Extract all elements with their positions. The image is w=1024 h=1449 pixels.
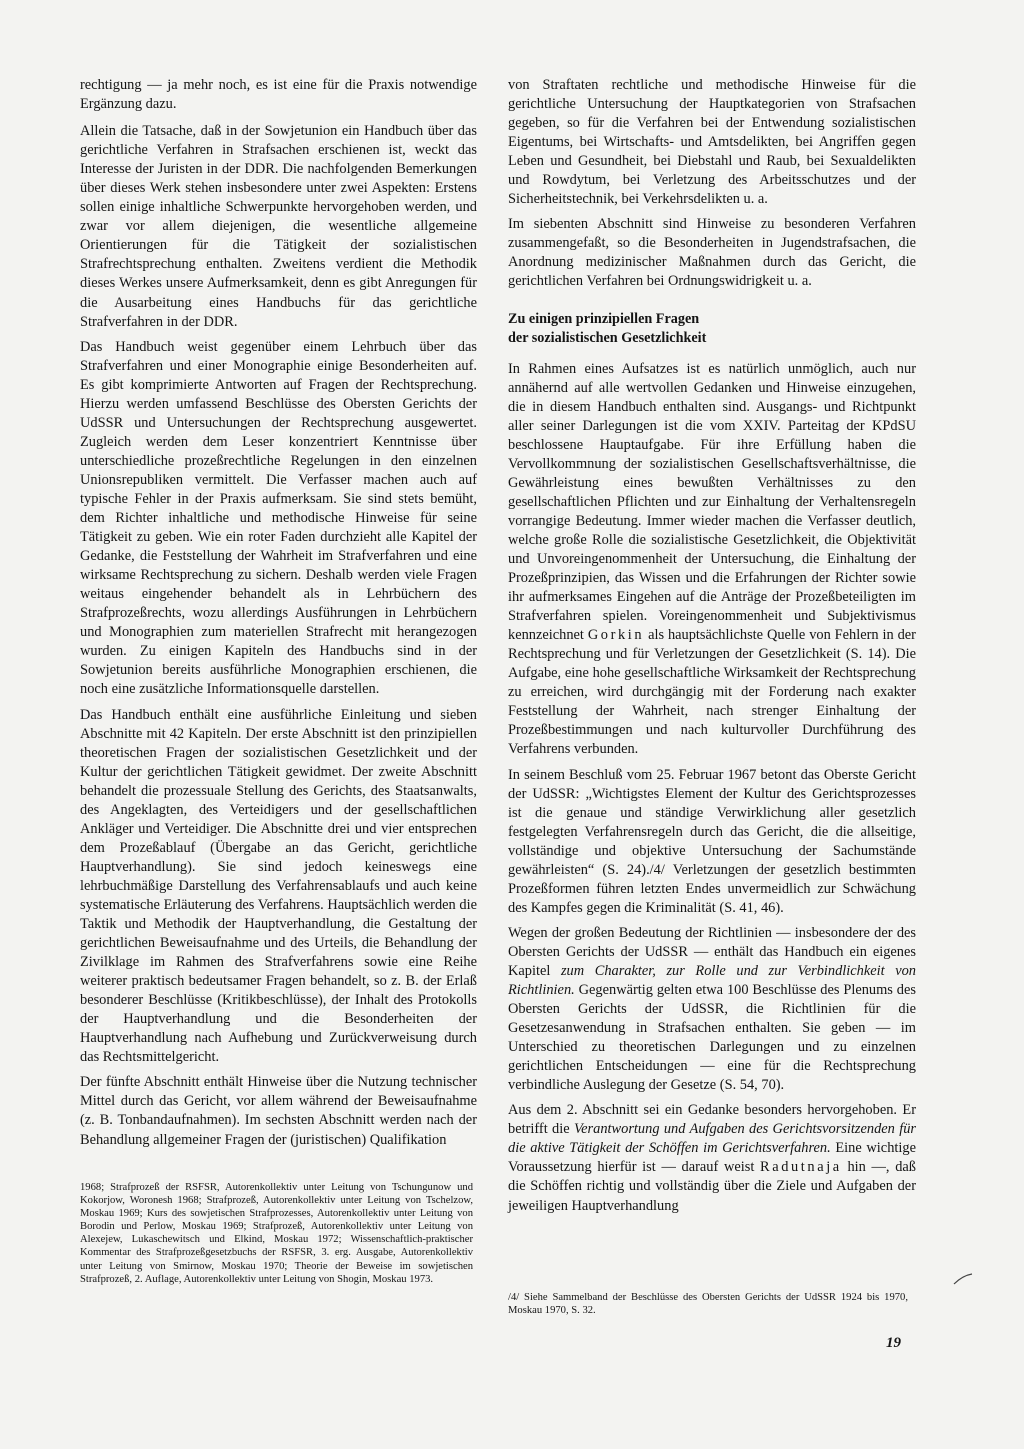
pencil-mark	[952, 1272, 974, 1286]
paragraph	[508, 360, 916, 760]
paragraph: rechtigung — ja mehr noch, es ist eine für die Praxis notwendige Ergänzung dazu.	[80, 77, 477, 113]
left-column	[80, 76, 477, 1156]
paragraph: Das Handbuch enthält eine ausführliche Einleitung und sieben Abschnitte mit 42 Kapiteln. Der erste Abschnitt ist den prinzipiellen theoretischen Fragen der sozialistischen Gesetzlichkeit und der Kultur der gerichtlichen Tätigkeit gewidmet. Der zweite Abschnitt behandelt die prozessuale Stellung des Gerichts, des Staatsanwalts, des Angeklagten, des Verteidigers und der gesellschaftlichen Ankläger und Verteidiger. Die Abschnitte drei und vier entsprechen dem Prozeßablauf (Übergabe an das Gericht, gerichtliche Hauptverhandlung). Sie sind jedoch keineswegs eine lehrbuchmäßige Darstellung des Verfahrensablaufs und auch keine systematische Erläuterung des Verfahrens. Hauptsächlich werden die Taktik und Methodik der Hauptverhandlung, die Gestaltung der gerichtlichen Beweisaufnahme und des Urteils, die Behandlung der Zivilklage im Rahmen des Strafverfahrens sowie eine Reihe weiterer praktisch bedeutsamer Fragen behandelt, so z. B. der Erlaß besonderer Beschlüsse (Kritikbeschlüsse), der Inhalt des Protokolls der Hauptverhandlung und die Besonderheiten der Hauptverhandlung nach Aufhebung und Zurückverweisung durch das Rechtsmittelgericht.	[80, 706, 477, 1066]
text-run: Gegenwärtig gelten etwa 100 Beschlüsse des Plenums des Obersten Gerichts der UdSSR, die Richtlinien für die Gesetzesanwendung in Strafsachen enthalten. Sie geben — im Unterschied zu theoretischen Darlegungen und zu einzelnen gerichtlichen Entscheidungen — eine für die Rechtsprechung verbindliche Auslegung der Gesetze (S. 54, 70).	[508, 982, 916, 1094]
footnote-continuation: 1968; Strafprozeß der RSFSR, Autorenkollektiv unter Leitung von Tschungunow und Kokorjow, Woronesh 1968; Strafprozeß, Autorenkollektiv unter Leitung von Tschelzow, Moskau 1969; Kurs des sowjetischen Strafprozesses, Autorenkollektiv unter Leitung von Borodin und Perlow, Moskau 1969; Strafprozeß, Autorenkollektiv unter Leitung von Alexejew, Lukaschewitsch und Elkind, Moskau 1972; Wissenschaftlich-praktischer Kommentar des Strafprozeßgesetzbuchs der RSFSR, 3. erg. Ausgabe, Autorenkollektiv unter Leitung von Smirnow, Moskau 1970; Theorie der Beweise im sowjetischen Strafprozeß, 2. Auflage, Autorenkollektiv unter Leitung von Shogin, Moskau 1973.	[80, 1182, 473, 1285]
text-run: Wegen der großen Bedeutung der Richtlinien — insbesondere der des Obersten Gerichts der UdSSR — enthält das Handbuch ein eigenes Kapitel	[508, 924, 916, 979]
footnote: /4/ Siehe Sammelband der Beschlüsse des Obersten Gerichts der UdSSR 1924 bis 1970, Moskau 1970, S. 32.	[508, 1292, 908, 1317]
paragraph: Im siebenten Abschnitt sind Hinweise zu besonderen Verfahren zusammengefaßt, so die Besonderheiten in Jugendstrafsachen, die Anordnung medizinischer Maßnahmen durch das Gericht, die gerichtlichen Verfahren bei Ordnungswidrigkeit u. a.	[508, 216, 916, 290]
text-run: Aus dem 2. Abschnitt sei ein Gedanke besonders hervorgehoben. Er betrifft die	[508, 1102, 916, 1138]
paragraph	[508, 924, 916, 1095]
author-name: Gorkin	[587, 627, 645, 644]
text-run: hin —, daß die Schöffen richtig und vollständig über die Ziele und Aufgaben der jeweiligen Hauptverhandlung	[508, 1159, 916, 1214]
paragraph: Das Handbuch weist gegenüber einem Lehrbuch über das Strafverfahren und einer Monographie einige Besonderheiten auf. Es gibt komprimierte Antworten auf Fragen der Rechtsprechung. Hierzu werden umfassend Beschlüsse des Obersten Gerichts der UdSSR und Untersuchungen der Rechtsprechung ausgewertet. Zugleich werden dem Leser konzentriert Kenntnisse über unterschiedliche prozeßrechtliche Regelungen in den einzelnen Unionsrepubliken vermittelt. Die Verfasser machen auch auf typische Fehler in der Praxis aufmerksam. Sie sind stets bemüht, dem Richter inhaltliche und methodische Hinweise für seine Tätigkeit zu geben. Wie ein roter Faden durchzieht alle Kapitel der Gedanke, die Feststellung der Wahrheit im Strafverfahren und eine wirksame Rechtsprechung zu sichern. Deshalb werden viele Fragen weitaus eingehender behandelt als in Lehrbüchern des Strafprozeßrechts, wozu allerdings Ausführungen in Lehrbüchern und Monographien zum materiellen Strafrecht mit herangezogen wurden. Zu einigen Kapiteln des Handbuchs sind in der Sowjetunion bereits ausführliche Monographien erschienen, die noch eine zusätzliche Informationsquelle darstellen.	[80, 338, 477, 698]
text-run: Eine wichtige Voraussetzung hierfür ist — darauf weist	[508, 1140, 916, 1176]
paragraph: Der fünfte Abschnitt enthält Hinweise über die Nutzung technischer Mittel durch das Gericht, vor allem während der Beweisaufnahme (z. B. Tonbandaufnahmen). Im sechsten Abschnitt werden nach der Behandlung allgemeiner Fragen der (juristischen) Qualifikation	[80, 1074, 477, 1148]
paragraph	[508, 1101, 916, 1215]
text-run: In Rahmen eines Aufsatzes ist es natürlich unmöglich, auch nur annähernd auf alle wertvollen Gedanken und Hinweise einzugehen, die in diesem Handbuch enthalten sind. Ausgangs- und Richtpunkt aller seiner Darlegungen ist die vom XXIV. Parteitag der KPdSU beschlossene Hauptaufgabe. Für ihre Erfüllung haben die Vervollkommnung der sozialistischen Gesellschaftsverhältnisse, die Gewährleistung eines bewußten Verhältnisses zu den gesellschaftlichen Pflichten und zur Einhaltung der Verhaltensregeln vorrangige Bedeutung. Immer wieder machen die Verfasser deutlich, welche große Rolle die sozialistische Gesetzlichkeit, die Objektivität und Unvoreingenommenheit der Untersuchung, die Einhaltung der Prozeßprinzipien, das Wissen und die Erfahrungen der Richter sowie ihr aufmerksames Eingehen auf die Anträge der Prozeßbeteiligten im Strafverfahren spielen. Voreingenommenheit und Subjektivismus kennzeichnet	[508, 360, 916, 644]
author-name: Radutnaja	[760, 1159, 842, 1176]
italic-emphasis: Verantwortung und Aufgaben des Gerichtsvorsitzenden für die aktive Tätigkeit der Schöffen im Gerichtsverfahren.	[508, 1121, 916, 1157]
paragraph: In seinem Beschluß vom 25. Februar 1967 betont das Oberste Gericht der UdSSR: „Wichtigstes Element der Kultur des Gerichtsprozesses ist die genaue und ständige Verwirklichung aller gesetzlich festgelegten Verfahrensregeln durch das Gericht, die die allseitige, vollständige und objektive Untersuchung der Sachumstände gewährleisten“ (S. 24)./4/ Verletzungen der gesetzlich bestimmten Prozeßformen führen letzten Endes unvermeidlich zur Schwächung des Kampfes gegen die Kriminalität (S. 41, 46).	[508, 766, 916, 916]
italic-chapter-title: zum Charakter, zur Rolle und zur Verbindlichkeit von Richtlinien.	[508, 962, 917, 999]
section-heading-line: Zu einigen prinzipiellen Fragen	[508, 310, 700, 327]
section-heading	[508, 310, 916, 348]
page-number: 19	[886, 1335, 901, 1351]
text-run: als hauptsächlichste Quelle von Fehlern in der Rechtsprechung und für Verletzungen der Gesetzlichkeit (S. 14). Die Aufgabe, eine hohe gesellschaftliche Wirksamkeit der Rechtsprechung zu erreichen, wird durchgängig mit der Forderung nach exakter Feststellung der Wahrheit, nach strenger Einhaltung der Prozeßbestimmungen und nach kulturvoller Durchführung des Verfahrens verbunden.	[508, 627, 916, 758]
paragraph: Allein die Tatsache, daß in der Sowjetunion ein Handbuch über das gerichtliche Verfahren in Strafsachen erschienen ist, weckt das Interesse der Juristen in der DDR. Die nachfolgenden Bemerkungen über dieses Werk stehen insbesondere unter zwei Aspekten: Erstens sollen einige inhaltliche Schwerpunkte hervorgehoben werden, und zwar vor allem diejenigen, die wesentliche allgemeine Orientierungen für die Tätigkeit der sozialistischen Strafrechtsprechung enthalten. Zweitens verdient die Methodik dieses Werkes unsere Aufmerksamkeit, denn es gibt Anregungen für die Ausarbeitung eines Handbuchs für das gerichtliche Strafverfahren in der DDR.	[80, 123, 477, 330]
right-column	[508, 76, 916, 1222]
paragraph: von Straftaten rechtliche und methodische Hinweise für die gerichtliche Untersuchung der Hauptkategorien von Strafsachen gegeben, so für die Verfahren bei der Entwendung sozialistischen Eigentums, bei Wirtschafts- und Amtsdelikten, bei Angriffen gegen Leben und Gesundheit, bei Diebstahl und Raub, bei Sexualdelikten und Rowdytum, bei Verletzung des Arbeitsschutzes und der Sicherheitstechnik, bei Verkehrsdelikten u. a.	[508, 77, 916, 208]
section-heading-line: der sozialistischen Gesetzlichkeit	[508, 329, 707, 346]
